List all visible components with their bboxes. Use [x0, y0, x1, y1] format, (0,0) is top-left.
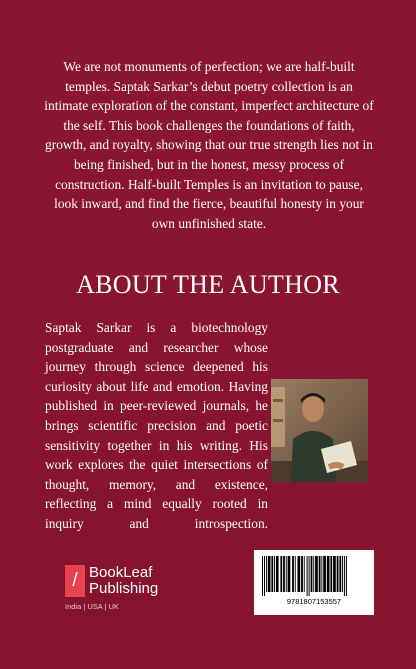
barcode-bar — [295, 556, 296, 592]
publisher-name-line1: BookLeaf — [89, 564, 153, 581]
barcode-bar — [346, 556, 347, 596]
publisher-regions: India | USA | UK — [65, 602, 119, 611]
barcode-bar — [276, 556, 279, 592]
barcode-bar — [319, 556, 321, 592]
barcode-bar — [298, 556, 301, 592]
barcode-bar — [274, 556, 275, 592]
author-bio: Saptak Sarkar is a biotechnology postgraduate and researcher whose journey through science deepened his curiosity about life and emotion. Having published in peer-reviewed journals, he brings scientific precision and poetic sensitivity together in his writing. His work explores the quiet intersections of thought, memory, and existence, reflecting a mind equally rooted in inquiry and introspection. — [45, 320, 268, 531]
barcode-bar — [344, 556, 345, 596]
barcode-bar — [339, 556, 341, 592]
book-blurb: We are not monuments of perfection; we are half-built temples. Saptak Sarkar’s debut poetry collection is an intimate exploration of the constant, imperfect architecture of the self. This book challenges the foundations of faith, growth, and royalty, showing that our true strength lies not in being finished, but in the honest, messy process of construction. Half-built Temples is an invitation to pause, look inward, and find the fierce, beautiful honesty in your own unfinished state. — [44, 59, 374, 231]
barcode-bar — [342, 556, 343, 592]
barcode-bar — [313, 556, 314, 592]
barcode-bar — [292, 556, 294, 592]
barcode-bar — [337, 556, 339, 592]
barcode-bar — [283, 556, 285, 592]
barcode-bar — [309, 556, 310, 596]
barcode-bar — [264, 556, 265, 596]
about-author-heading: ABOUT THE AUTHOR — [76, 270, 340, 299]
barcode-bar — [271, 556, 273, 592]
barcode-bar — [262, 556, 263, 596]
barcode-bar — [268, 556, 271, 592]
publisher-name-line2: Publishing — [89, 580, 159, 597]
isbn-number: 9781807153557 — [286, 597, 342, 606]
barcode-bar — [323, 556, 326, 592]
barcode-bar — [307, 556, 308, 596]
barcode-bar — [311, 556, 313, 592]
barcode-bars — [262, 556, 366, 596]
publisher-mark-icon: / — [65, 565, 85, 597]
barcode-bar — [330, 556, 332, 592]
barcode-bar — [286, 556, 287, 592]
barcode-bar — [288, 556, 291, 592]
barcode-bar — [304, 556, 305, 592]
barcode-bar — [321, 556, 322, 592]
barcode-bar — [327, 556, 330, 592]
isbn-barcode — [254, 550, 374, 615]
barcode-bar — [333, 556, 336, 592]
barcode-bar — [266, 556, 267, 592]
barcode-bar — [315, 556, 318, 592]
barcode-bar — [301, 556, 303, 592]
barcode-bar — [280, 556, 282, 592]
author-photo — [271, 379, 368, 482]
